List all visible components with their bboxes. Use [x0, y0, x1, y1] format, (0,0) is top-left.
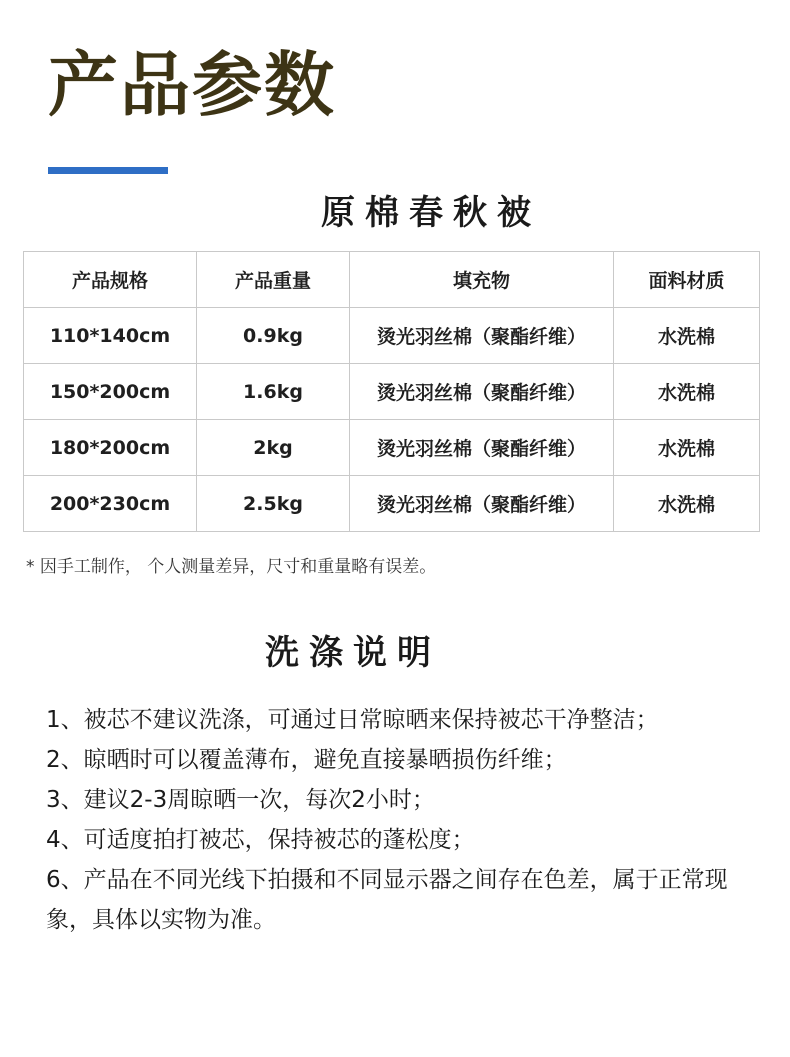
table-row [24, 364, 760, 420]
table-row [24, 308, 760, 364]
wash-section-heading: 洗涤说明 [265, 633, 441, 673]
spec-section-heading: 原棉春秋被 [321, 193, 541, 233]
cell-size: 110*140cm [24, 308, 197, 364]
column-header-size: 产品规格 [24, 252, 197, 308]
cell-filling: 烫光羽丝棉（聚酯纤维） [350, 364, 614, 420]
spec-table [23, 251, 760, 532]
table-row [24, 420, 760, 476]
wash-instructions-list [46, 700, 766, 940]
cell-fabric: 水洗棉 [614, 476, 760, 532]
title-accent-bar [48, 167, 168, 174]
cell-weight: 0.9kg [197, 308, 350, 364]
cell-weight: 2.5kg [197, 476, 350, 532]
list-item: 3、建议2-3周晾晒一次，每次2小时； [46, 787, 435, 813]
cell-fabric: 水洗棉 [614, 420, 760, 476]
cell-weight: 2kg [197, 420, 350, 476]
list-item: 6、产品在不同光线下拍摄和不同显示器之间存在色差，属于正常现象，具体以实物为准。 [46, 867, 728, 933]
list-item: 2、晾晒时可以覆盖薄布，避免直接暴晒损伤纤维； [46, 747, 567, 773]
table-row [24, 476, 760, 532]
list-item: 4、可适度拍打被芯，保持被芯的蓬松度； [46, 827, 475, 853]
page-title: 产品参数 [48, 44, 336, 126]
cell-filling: 烫光羽丝棉（聚酯纤维） [350, 476, 614, 532]
cell-filling: 烫光羽丝棉（聚酯纤维） [350, 308, 614, 364]
cell-size: 150*200cm [24, 364, 197, 420]
cell-weight: 1.6kg [197, 364, 350, 420]
measurement-note: * 因手工制作， 个人测量差异，尺寸和重量略有误差。 [26, 557, 437, 577]
cell-filling: 烫光羽丝棉（聚酯纤维） [350, 420, 614, 476]
cell-size: 180*200cm [24, 420, 197, 476]
column-header-fabric: 面料材质 [614, 252, 760, 308]
cell-fabric: 水洗棉 [614, 308, 760, 364]
list-item: 1、被芯不建议洗涤，可通过日常晾晒来保持被芯干净整洁； [46, 707, 659, 733]
table-header-row [24, 252, 760, 308]
cell-size: 200*230cm [24, 476, 197, 532]
column-header-weight: 产品重量 [197, 252, 350, 308]
cell-fabric: 水洗棉 [614, 364, 760, 420]
column-header-filling: 填充物 [350, 252, 614, 308]
